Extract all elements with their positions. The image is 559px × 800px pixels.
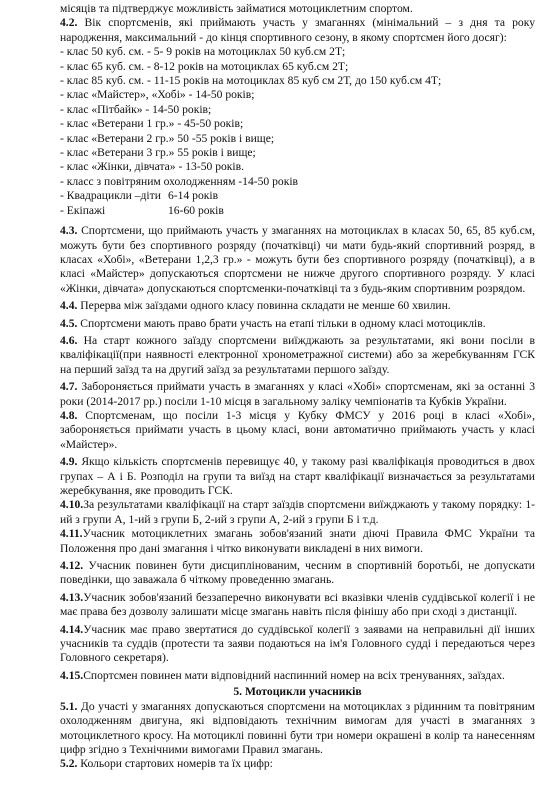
paragraph-4-8 xyxy=(60,409,535,452)
list-item: - класс з повітряним охолодженням -14-50 років xyxy=(60,174,299,188)
paragraph-number: 4.12. xyxy=(60,559,84,573)
paragraph-number: 4.3. xyxy=(60,224,78,238)
paragraph-text: Вік спортсменів, які приймають участь у змаганнях (мінімальний – з дня та року народження, максимальний - до кінця спортивного сезону, в якому спортсмен його досяг): xyxy=(60,16,535,44)
paragraph-text: До участі у змаганнях допускаються спортсмени на мотоциклах з рідинним та повітряним охолодженням двигуна, які відповідають технічним вимогам для участі в змаганнях з мотоциклетного кросу. На мотоциклі повинні бути три номери окрашені в колір та нанесенням цифр згідно з Технічними вимогами Правил змагань. xyxy=(60,699,535,756)
paragraph-number: 4.2. xyxy=(60,16,78,30)
paragraph-number: 4.6. xyxy=(60,333,78,347)
paragraph-4-5 xyxy=(60,317,535,331)
continuation-line: місяців та підтверджує можливість займатися мотоциклетним спортом. xyxy=(60,2,413,15)
paragraph-number: 5.1. xyxy=(60,699,78,713)
paragraph-4-11 xyxy=(60,527,535,556)
paragraph-text: Спортсменам, що посіли 1-3 місця у Кубку ФМСУ у 2016 році в класі «Хобі», забороняється приймати участь в цьому класі, вони автоматично приймають участь у класі «Майстер». xyxy=(60,408,535,451)
age-range: 16-60 років xyxy=(168,203,224,217)
paragraph-number: 4.9. xyxy=(60,455,78,469)
paragraph-4-13 xyxy=(60,591,535,620)
paragraph-text: Учасник мотоциклетних змагань зобов'язаний знати діючі Правила ФМС України та Положення про дані змагання і чітко виконувати викладені в них вимоги. xyxy=(60,527,535,555)
paragraph-text: Спортсмени мають право брати участь на етапі тільки в одному класі мотоциклів. xyxy=(80,316,486,330)
rules-paragraphs xyxy=(60,224,535,683)
list-item: - клас «Майстер», «Хобі» - 14-50 років; xyxy=(60,88,255,102)
paragraph-number: 4.7. xyxy=(60,380,78,394)
paragraph-4-15 xyxy=(60,669,535,683)
paragraph-5-1 xyxy=(60,700,535,758)
list-item xyxy=(60,204,535,218)
list-item: - клас «Ветерани 2 гр.» 50 -55 років і вище; xyxy=(60,131,275,145)
paragraph-text: Учасник має право звертатися до суддівської колегії з заявами на неправильні дії інших учасників та суддів (протести та заяви подаються на ім'я Головного судді і передаються через Головного секретаря). xyxy=(60,622,535,665)
paragraph-number: 4.11. xyxy=(60,527,83,541)
paragraph-number: 4.13. xyxy=(60,590,84,604)
age-range: 6-14 років xyxy=(168,189,219,203)
paragraph-4-4 xyxy=(60,299,535,313)
paragraph-number: 4.5. xyxy=(60,316,78,330)
paragraph-text: Учасник повинен бути дисциплінованим, чесним в спортивній боротьбі, не допускати поведінки, що заважала б чіткому проведенню змагань. xyxy=(60,559,535,587)
paragraph-text: Перерва між заїздами одного класу повинна складати не менше 60 хвилин. xyxy=(80,299,451,313)
age-class-list xyxy=(60,45,535,218)
list-item: - клас 50 куб. см. - 5- 9 років на мотоциклах 50 куб.см 2Т; xyxy=(60,45,346,59)
list-item: - клас «Ветерани 3 гр.» 55 років і вище; xyxy=(60,146,256,160)
paragraph-4-9 xyxy=(60,455,535,498)
paragraph-text: Кольори стартових номерів та їх цифр: xyxy=(80,757,273,771)
paragraph-text: Спортсмен повинен мати відповідний наспинний номер на всіх тренуваннях, заїздах. xyxy=(83,668,505,682)
paragraph-4-12 xyxy=(60,559,535,588)
paragraph-text: За результатами кваліфікації на старт заїздів спортсмени виїжджають у такому порядку: 1-ий з групи А, 1-ий з групи Б, 2-ий з групи А, 2-ий з групи Б і т.д. xyxy=(60,498,535,526)
paragraph-text: На старт кожного заїзду спортсмени виїжджають за результатами, які вони посіли в кваліфікації(при наявності електронної хронометражної системи) або за жеребкуванням ГСК на перший заїзд та на другий заїзд за результатами першого заїзду. xyxy=(60,333,535,376)
class-name: - Квадрацикли –діти xyxy=(60,189,161,203)
paragraph-4-10 xyxy=(60,498,535,527)
paragraph-number: 4.4. xyxy=(60,299,78,313)
paragraph-text: Учасник зобов'язаний беззаперечно виконувати всі вказівки членів суддівської колегії і не має права без дозволу залишати місце змагань навіть після фінішу або при сході з дистанції. xyxy=(60,590,535,619)
section-heading: 5. Мотоцикли учасників xyxy=(233,685,362,699)
paragraph-text: Забороняється приймати участь в змаганнях у класі «Хобі» спортсменам, які за останні 3 роки (2014-2017 рр.) посіли 1-10 місця в загальному заліку чемпіонатів та Кубків України. xyxy=(60,380,535,408)
paragraph-4-6 xyxy=(60,334,535,377)
list-item: - клас «Ветерани 1 гр.» - 45-50 років; xyxy=(60,117,244,131)
paragraph-5-2 xyxy=(60,757,535,771)
list-item: - клас «Пітбайк» - 14-50 років; xyxy=(60,102,212,116)
paragraph-4-2 xyxy=(60,16,535,45)
paragraph-4-3 xyxy=(60,224,535,296)
class-name: - Екіпажі xyxy=(60,203,106,217)
list-item: - клас 65 куб. см. - 8-12 років на мотоциклах 65 куб.см 2Т; xyxy=(60,59,349,73)
paragraph-number: 4.15. xyxy=(60,668,84,682)
paragraph-number: 4.14. xyxy=(60,622,84,636)
list-item: - клас 85 куб. см. - 11-15 років на мотоциклах 85 куб см 2Т, до 150 куб.см 4Т; xyxy=(60,74,442,88)
paragraph-text: Якщо кількість спортсменів перевищує 40, у такому разі кваліфікація проводиться в двох групах – А і Б. Розподіл на групи та виїзд на старт кваліфікації визначається за результатами жеребкування, яке проводить ГСК. xyxy=(60,455,536,497)
paragraph-number: 5.2. xyxy=(60,757,78,771)
paragraph-4-14 xyxy=(60,623,535,666)
list-item xyxy=(60,189,535,203)
paragraph-text: Спортсмени, що приймають участь у змаганнях на мотоциклах в класах 50, 65, 85 куб.см, можуть бути без спортивного розряду (початківці) чи мати будь-який спортивний розряд, в класах «Хобі», «Ветерани 1,2,3 гр.» - можуть бути без спортивного розряду (початківці), а в класі «Майстер» допускаються спортсмени не нижче другого спортивного розряду. У класі «Жінки, дівчата» допускаються спортсменки-початківці та з будь-яким спортивним розрядом. xyxy=(60,224,535,295)
paragraph-number: 4.8. xyxy=(60,408,78,422)
paragraph-4-7 xyxy=(60,380,535,409)
paragraph-number: 4.10. xyxy=(60,498,84,512)
list-item: - клас «Жінки, дівчата» - 13-50 років. xyxy=(60,160,245,174)
